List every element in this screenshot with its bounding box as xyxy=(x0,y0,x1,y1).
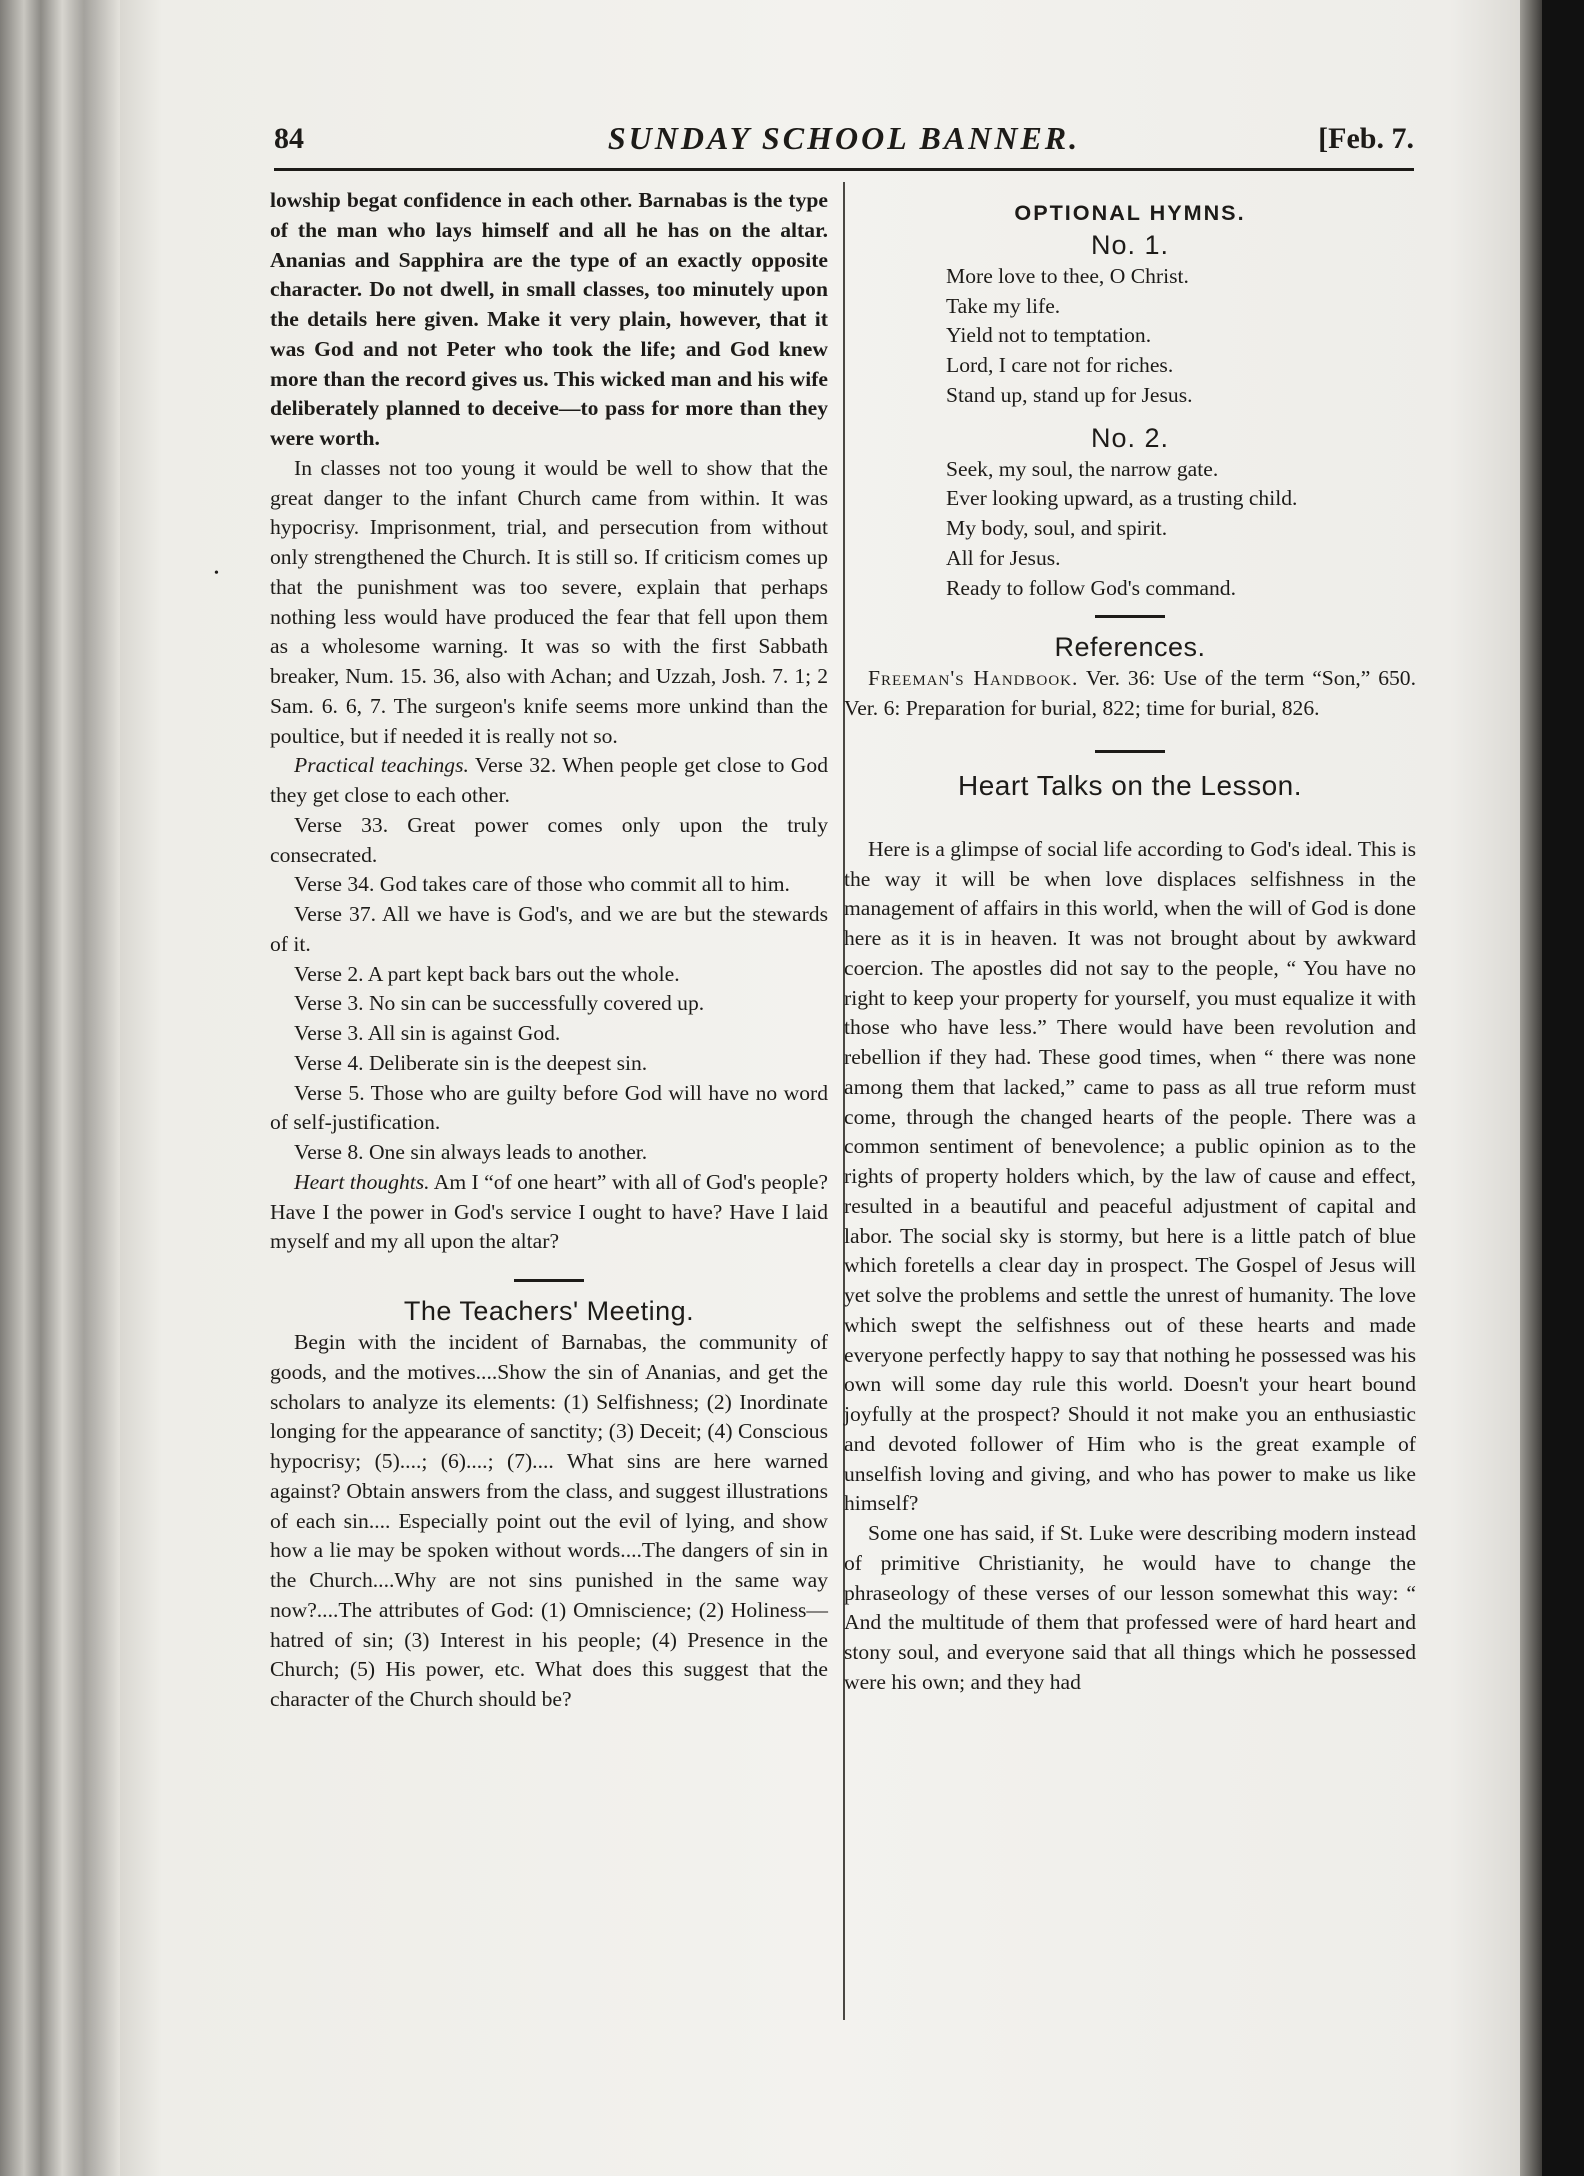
running-title: SUNDAY SCHOOL BANNER. xyxy=(607,120,1081,156)
verse-item: Verse 34. God takes care of those who commit all to him. xyxy=(294,872,790,897)
heart-thoughts-label: Heart thoughts. xyxy=(294,1169,430,1194)
hymn-item: Lord, I care not for riches. xyxy=(946,353,1174,377)
hymn-item: Ready to follow God's command. xyxy=(946,575,1236,600)
hymn-list-1 xyxy=(844,262,1416,411)
heart-talks-heading: Heart Talks on the Lesson. xyxy=(957,769,1302,801)
hymn-item: More love to thee, O Christ. xyxy=(946,263,1189,288)
verse-item: Verse 8. One sin always leads to another. xyxy=(294,1140,648,1164)
left-column xyxy=(270,186,828,1715)
hymn-item: Ever looking upward, as a trusting child. xyxy=(946,486,1298,511)
header-rule xyxy=(274,168,1414,171)
hymn-group-label: No. 1. xyxy=(1090,229,1170,260)
references-source: Freeman's Handbook. xyxy=(868,666,1079,691)
hymn-item: Yield not to temptation. xyxy=(946,323,1152,348)
stray-mark: • xyxy=(214,566,219,581)
hymn-item: My body, soul, and spirit. xyxy=(946,516,1168,540)
references-text xyxy=(844,664,1416,724)
heart-talks-paragraph: Here is a glimpse of social life according to God's ideal. This is the way it will be when love displaces selfishness in the management of affairs in this world, when the will of God is done here as it is in heaven. It was not brought about by awkward coercion. The apostles did not say to the people, “ You have no right to keep your property for yourself, you must equalize it with those who have less.” There would have been revolution and rebellion if they had. These good times, when “ there was none among them that lacked,” came to pass as all true reform must come, through the changed hearts of the people. There was a common sentiment of benevolence; a public opinion as to the rights of property holders which, by the law of cause and effect, resulted in a beautiful and peaceful adjustment of capital and labor. The social sky is stormy, but here is a little patch of blue which foretells a clear day in prospect. The Gospel of Jesus will yet solve the problems and settle the unrest of humanity. The love which swept the selfishness out of these hearts and made everyone perfectly happy to say that nothing he possessed was his own will some day rule this world. Doesn't your heart bound joyfully at the prospect? Should it not make you an enthusiastic and devoted follower of Him who is the great example of unselfish loving and giving, and who has power to make us like himself? xyxy=(844,836,1416,1516)
hymn-item: All for Jesus. xyxy=(946,545,1061,570)
page-header xyxy=(274,116,1414,170)
paragraph-danger-within: In classes not too young it would be well to show that the great danger to the infant Church came from within. It was hypocrisy. Imprisonment, trial, and persecution from without only strengthened the Church. It is still so. If criticism comes up that the punishment was too severe, explain that perhaps nothing less would have produced the fear that fell upon them as a wholesome warning. It was so with the first Sabbath breaker, Num. 15. 36, also with Achan; and Uzzah, Josh. 7. 1; 2 Sam. 6. 6, 7. The surgeon's knife seems more unkind than the poultice, but if needed it is really not so. xyxy=(270,455,828,748)
issue-date: [Feb. 7. xyxy=(1318,122,1414,155)
hymn-list-2 xyxy=(844,455,1416,604)
practical-teachings xyxy=(270,751,828,811)
book-binding xyxy=(0,0,120,2176)
verse-item: Verse 4. Deliberate sin is the deepest sin. xyxy=(294,1050,648,1075)
verse-item: Verse 37. All we have is God's, and we are but the stewards of it. xyxy=(270,902,828,956)
heart-thoughts xyxy=(270,1168,828,1257)
practical-teachings-label: Practical teachings. xyxy=(294,753,469,778)
optional-hymns-heading: OPTIONAL HYMNS. xyxy=(1014,200,1246,225)
hymn-group-label: No. 2. xyxy=(1090,422,1170,453)
hymn-item: Stand up, stand up for Jesus. xyxy=(946,382,1193,407)
verse-item: Verse 3. No sin can be successfully covered up. xyxy=(294,991,705,1016)
heart-thoughts-text: Am I “of one heart” with all of God's people? Have I the power in God's service I ought to have? Have I laid myself and my all upon the altar? xyxy=(270,1169,829,1254)
practical-teachings-first: Verse 32. When people get close to God they get close to each other. xyxy=(270,753,828,807)
hymn-item: Seek, my soul, the narrow gate. xyxy=(946,456,1219,481)
scan-border xyxy=(1542,0,1584,2176)
heart-talks-paragraph: Some one has said, if St. Luke were describing modern instead of primitive Christianity, he would have to change the phraseology of these verses of our lesson somewhat this way: “ And the multitude of them that professed were of hard heart and stony soul, and everyone said that all things which he possessed were his own; and they had xyxy=(844,1521,1416,1694)
verse-item: Verse 2. A part kept back bars out the whole. xyxy=(294,961,680,986)
hymn-item: Take my life. xyxy=(946,293,1061,318)
page-number: 84 xyxy=(274,122,304,155)
references-heading: References. xyxy=(1054,632,1206,663)
page-edge-shadow xyxy=(1520,0,1542,2176)
teachers-meeting-heading: The Teachers' Meeting. xyxy=(403,1296,695,1326)
verse-item: Verse 3. All sin is against God. xyxy=(294,1021,561,1045)
verse-item: Verse 33. Great power comes only upon the truly consecrated. xyxy=(270,812,828,867)
references-detail: Ver. 36: Use of the term “Son,” 650. Ver. 6: Preparation for burial, 822; time for burial, 826. xyxy=(844,666,1417,720)
right-column xyxy=(844,186,1416,1698)
paragraph-barnabas: lowship begat confidence in each other. Barnabas is the type of the man who lays himself and all he has on the altar. Ananias and Sapphira are the type of an exactly opposite character. Do not dwell, in small classes, too minutely upon the details here given. Make it very plain, however, that it was God and not Peter who took the life; and God knew more than the record gives us. This wicked man and his wife deliberately planned to deceive—to pass for more than they were worth. xyxy=(270,188,828,450)
teachers-meeting-text: Begin with the incident of Barnabas, the community of goods, and the motives....Show the sin of Ananias, and get the scholars to analyze its elements: (1) Selfishness; (2) Inordinate longing for the appearance of sanctity; (3) Deceit; (4) Conscious hypocrisy; (5)....; (6)....; (7).... What sins are here warned against? Obtain answers from the class, and suggest illustrations of each sin.... Especially point out the evil of lying, and show how a lie may be spoken without words....The dangers of sin in the Church....Why are not sins punished in the same way now?....The attributes of God: (1) Omniscience; (2) Holiness—hatred of sin; (3) Interest in his people; (4) Presence in the Church; (5) His power, etc. What does this suggest that the character of the Church should be? xyxy=(270,1330,828,1711)
verse-item: Verse 5. Those who are guilty before God will have no word of self-justification. xyxy=(270,1080,828,1135)
